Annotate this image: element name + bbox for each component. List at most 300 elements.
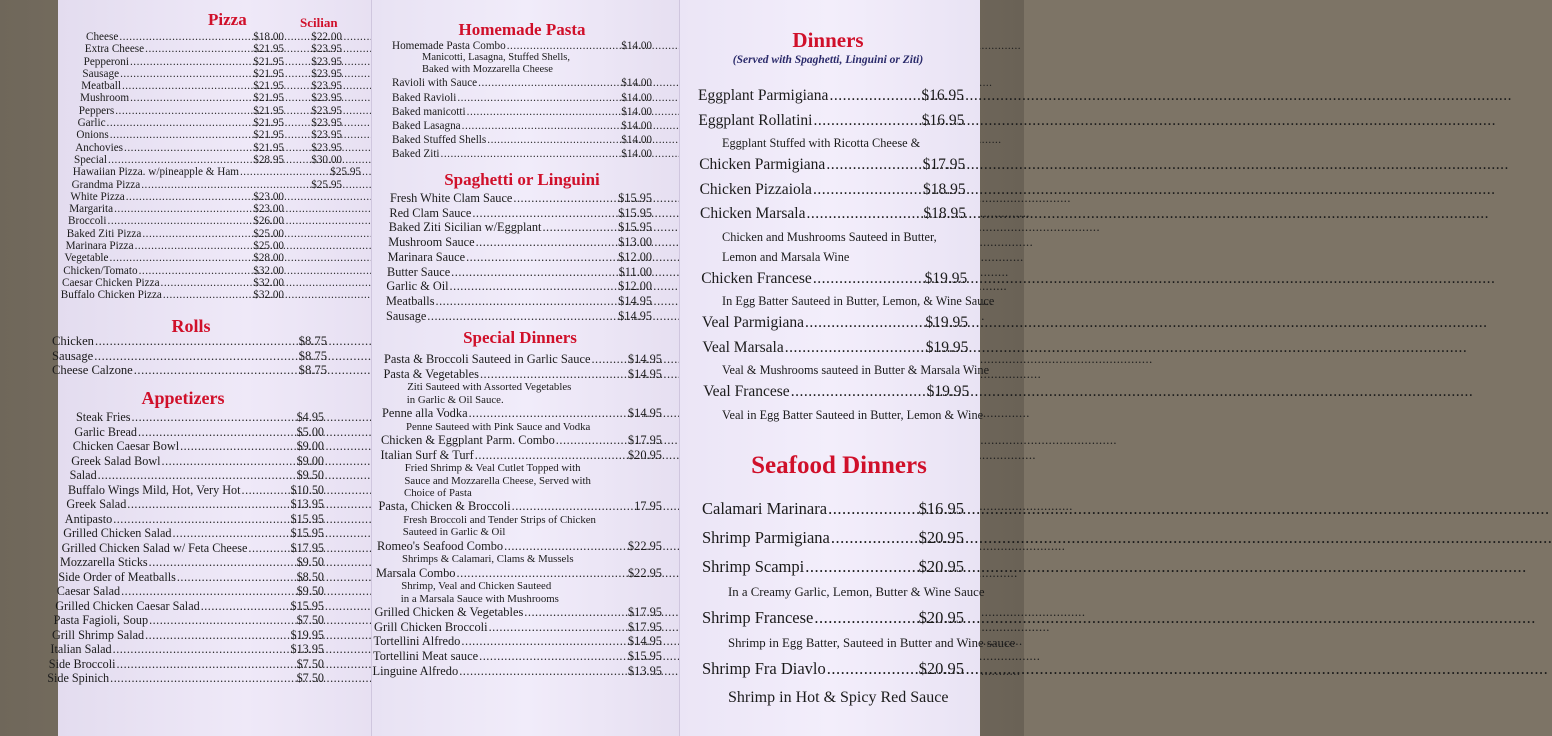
item-price: $21.95 (253, 55, 284, 68)
menu-item (386, 250, 652, 265)
item-price: $26.00 (253, 215, 284, 228)
item-price: $21.95 (253, 117, 284, 130)
item-price: $7.50 (296, 613, 324, 627)
menu-item (392, 40, 652, 52)
menu-item (372, 634, 662, 649)
item-name: Grill Shrimp Salad (52, 627, 145, 642)
special-dinners-list (372, 352, 662, 678)
menu-item (36, 512, 324, 527)
item-name: Marinara Pizza (65, 240, 134, 253)
item-price-sicilian: $25.95 (330, 166, 361, 179)
dot-leader (130, 92, 225, 104)
item-price: $15.95 (618, 220, 652, 235)
dot-leader (507, 40, 621, 52)
item-price-sicilian: $23.95 (311, 67, 342, 80)
item-name: Baked Ravioli (392, 91, 457, 104)
item-description: Lemon and Marsala Wine (722, 249, 850, 264)
item-name: Red Clam Sauce (389, 205, 472, 220)
menu-item (52, 334, 327, 349)
item-price: $11.00 (618, 264, 652, 279)
item-description: Eggplant Stuffed with Ricotta Cheese & (722, 136, 921, 150)
dot-leader (487, 133, 620, 147)
item-name: Steak Fries (76, 410, 131, 424)
item-price: $17.95 (627, 605, 662, 620)
menu-item (60, 289, 342, 301)
dot-leader (135, 240, 225, 252)
item-description: in a Marsala Sauce with Mushrooms (400, 592, 559, 605)
dot-leader (115, 105, 225, 117)
menu-item (392, 119, 652, 133)
item-price: $18.00 (253, 31, 284, 43)
item-price: $14.95 (627, 406, 662, 420)
item-price: $13.00 (618, 235, 652, 250)
pizza-heading: Pizza (208, 10, 247, 29)
dot-leader (121, 584, 295, 599)
item-name: Sausage (82, 67, 120, 80)
menu-item (60, 129, 342, 141)
item-price: $21.95 (253, 104, 284, 117)
menu-item (60, 203, 342, 215)
dot-leader (457, 566, 627, 581)
menu-item (60, 252, 342, 264)
item-price: $32.00 (253, 276, 284, 289)
item-name: Garlic Bread (74, 424, 137, 439)
menu-item (702, 494, 964, 523)
item-description: Shrimps & Calamari, Clams & Mussels (402, 553, 574, 566)
special-dinners-heading: Special Dinners (463, 328, 577, 347)
item-price: $17.95 (290, 540, 324, 555)
item-name: Pasta & Broccoli Sauteed in Garlic Sauce (384, 352, 591, 366)
item-description: Fried Shrimp & Veal Cutlet Topped with (404, 462, 581, 475)
menu-item (372, 433, 662, 448)
menu-item (36, 425, 324, 440)
item-name: Onions (76, 129, 109, 142)
item-price: $20.95 (918, 528, 964, 547)
rolls-list (52, 334, 327, 378)
dot-leader (475, 448, 627, 463)
item-description: Shrimp, Veal and Chicken Sauteed (401, 580, 552, 593)
menu-item (60, 142, 342, 154)
dot-leader (110, 671, 295, 686)
dot-leader (478, 76, 620, 90)
menu-item (698, 311, 968, 336)
menu-item (36, 613, 324, 628)
menu-item (702, 603, 964, 632)
item-name: Meatballs (386, 293, 435, 308)
dot-leader (828, 494, 918, 523)
item-name: Garlic & Oil (386, 279, 449, 294)
item-name: Italian Surf & Turf (380, 447, 474, 462)
menu-item (60, 68, 342, 80)
item-name: Chicken Parmigiana (699, 156, 826, 173)
menu-item (60, 228, 342, 240)
item-price-sicilian: $23.95 (311, 92, 342, 105)
dot-leader (126, 191, 225, 203)
dot-leader (113, 512, 289, 527)
item-name: Shrimp Scampi (702, 557, 805, 576)
item-name: Shrimp Fra Diavlo (702, 659, 826, 678)
item-name: Anchovies (75, 141, 124, 154)
item-name: Peppers (78, 104, 115, 117)
item-name: Chicken/Tomato (63, 264, 138, 277)
menu-item (36, 555, 324, 570)
item-name: Baked manicotti (392, 105, 466, 118)
item-price: $17.95 (627, 619, 662, 634)
item-description: Shrimp in Egg Batter, Sauteed in Butter and Wine sauce (728, 636, 1016, 650)
menu-item (698, 153, 965, 178)
item-name: Pasta Fagioli, Soup (53, 613, 149, 627)
dot-leader (110, 252, 226, 264)
item-price: $15.95 (627, 649, 662, 663)
menu-item (36, 410, 324, 425)
item-price: $28.95 (253, 153, 284, 166)
item-name: Garlic (77, 117, 106, 130)
item-name: Chicken Caesar Bowl (72, 439, 180, 453)
dot-leader (457, 91, 620, 105)
item-price: $16.95 (921, 87, 964, 104)
item-price: $7.50 (296, 656, 324, 671)
dot-leader (451, 265, 617, 280)
item-name: Italian Salad (50, 642, 112, 656)
dot-leader (163, 289, 225, 301)
dot-leader (149, 555, 296, 570)
seafood-dinners-heading: Seafood Dinners (751, 452, 927, 479)
dinners-heading: Dinners (792, 28, 864, 52)
menu-item (372, 664, 662, 679)
menu-item (372, 367, 662, 382)
menu-item (60, 179, 342, 191)
menu-item (698, 109, 964, 134)
menu-item (698, 84, 964, 109)
dot-leader (441, 147, 621, 161)
item-name: Buffalo Chicken Pizza (60, 289, 162, 302)
dot-leader (489, 620, 627, 635)
item-description: In a Creamy Garlic, Lemon, Butter & Wine Sauce (728, 585, 985, 599)
dot-leader (145, 628, 289, 643)
item-name: Hawaiian Pizza. w/pineapple & Ham (72, 166, 239, 179)
item-price: $21.95 (253, 92, 284, 105)
dot-leader (139, 265, 225, 277)
item-price: $20.95 (918, 557, 964, 576)
item-price: $8.75 (298, 348, 327, 363)
dot-leader (591, 352, 626, 367)
item-name: Baked Stuffed Shells (392, 134, 487, 147)
item-price: $9.50 (296, 584, 324, 598)
menu-item (60, 117, 342, 129)
item-name: Antipasto (64, 511, 113, 526)
menu-item (698, 267, 967, 292)
item-description: Fresh Broccoli and Tender Strips of Chicken (403, 514, 596, 526)
dot-leader (130, 56, 225, 68)
dot-leader (113, 642, 290, 657)
menu-item (60, 277, 342, 289)
item-price: $14.95 (627, 366, 662, 381)
item-price: $20.95 (918, 608, 964, 627)
item-name: Side Broccoli (48, 656, 116, 671)
item-price: $18.95 (923, 205, 966, 222)
menu-item (52, 349, 327, 364)
item-name: Chicken Pizzaiola (699, 180, 812, 198)
menu-item (702, 523, 964, 552)
dot-leader (466, 250, 617, 265)
menu-item (36, 570, 324, 585)
item-name: Grill Chicken Broccoli (374, 619, 488, 634)
menu-item (372, 499, 662, 514)
dot-leader (476, 235, 618, 250)
item-price: $25.00 (253, 227, 284, 240)
item-name: Baked Ziti Pizza (66, 227, 142, 240)
item-description: Choice of Pasta (404, 487, 472, 499)
item-price: $25.00 (253, 240, 284, 253)
item-name: Tortellini Meat sauce (373, 649, 479, 663)
dot-leader (459, 664, 627, 679)
menu-item (36, 483, 324, 498)
menu-item (372, 620, 662, 635)
menu-item (60, 166, 361, 179)
item-price: $16.95 (921, 111, 965, 129)
menu-item (60, 31, 342, 43)
menu-item (386, 220, 652, 235)
rolls-heading: Rolls (171, 316, 211, 336)
item-name: Veal Parmigiana (702, 314, 805, 331)
dot-leader (461, 634, 627, 649)
item-description: Baked with Mozzarella Cheese (422, 64, 553, 76)
item-description: Veal in Egg Batter Sauteed in Butter, Lemon & Wine (722, 407, 984, 422)
dot-leader (805, 552, 917, 581)
item-name: Grilled Chicken & Vegetables (374, 605, 524, 620)
item-price: $14.00 (621, 40, 652, 52)
item-price-sicilian: $23.95 (311, 80, 342, 93)
item-price: $12.00 (618, 279, 652, 294)
menu-item (36, 454, 324, 469)
item-name: Vegetable (64, 252, 109, 265)
item-price-sicilian: $23.95 (311, 104, 342, 117)
item-price: $9.50 (296, 555, 324, 569)
menu-item (392, 133, 652, 147)
dot-leader (480, 367, 627, 382)
menu-item (372, 605, 662, 620)
dot-leader (122, 80, 225, 92)
dot-leader (513, 191, 617, 206)
item-price: $8.50 (296, 569, 324, 584)
dot-leader (814, 603, 917, 632)
item-name: Pasta & Vegetables (383, 366, 479, 381)
item-price: $20.95 (627, 447, 662, 462)
dot-leader (469, 406, 627, 421)
item-name: Veal Marsala (702, 338, 784, 356)
item-price: $14.95 (627, 352, 662, 366)
item-name: Marinara Sauce (387, 249, 466, 264)
item-price: $15.95 (290, 526, 324, 540)
menu-item (392, 105, 652, 119)
item-price: $19.95 (925, 314, 968, 331)
dot-leader (107, 117, 225, 129)
item-price: $5.00 (296, 424, 324, 439)
appetizers-list (36, 410, 324, 686)
item-name: Shrimp Francese (702, 608, 814, 627)
menu-item (36, 628, 324, 643)
menu-item (60, 240, 342, 252)
item-name: Veal Francese (703, 383, 790, 400)
menu-item (36, 497, 324, 512)
sicilian-column-heading: Scilian (300, 15, 338, 30)
item-name: Romeo's Seafood Combo (377, 538, 504, 553)
item-name: Baked Lasagna (392, 119, 461, 132)
item-name: Grilled Chicken Salad (63, 526, 172, 540)
item-price: $14.95 (627, 634, 662, 649)
item-description: Sauteed in Garlic & Oil (402, 526, 506, 539)
item-price: $15.95 (290, 598, 324, 613)
item-price: $21.95 (253, 67, 284, 80)
menu-item (702, 654, 964, 683)
menu-item (386, 309, 652, 324)
item-price: $21.95 (253, 141, 284, 154)
menu-item (60, 154, 342, 166)
pizza-list (60, 31, 361, 302)
item-price-sicilian: $30.00 (311, 153, 342, 166)
item-price: $23.00 (253, 190, 284, 203)
dot-leader (806, 202, 922, 227)
item-price: $28.00 (253, 252, 284, 265)
item-name: Chicken Francese (701, 269, 812, 287)
item-description: Manicotti, Lasagna, Stuffed Shells, (422, 52, 570, 64)
item-description: Chicken and Mushrooms Sauteed in Butter, (722, 229, 937, 244)
item-name: Sausage (386, 308, 427, 323)
item-price: $4.95 (296, 410, 324, 424)
item-price: $18.95 (922, 180, 966, 198)
dot-leader (827, 654, 918, 683)
appetizers-heading: Appetizers (141, 388, 225, 408)
menu-item (36, 526, 324, 541)
menu-item (386, 206, 652, 221)
dot-leader (467, 105, 621, 119)
menu-item (372, 539, 662, 554)
item-name: Shrimp Parmigiana (702, 528, 830, 547)
dot-leader (108, 154, 225, 166)
menu-item (60, 92, 342, 104)
item-name: Greek Salad (66, 497, 127, 511)
dot-leader (173, 526, 290, 541)
dot-leader (142, 228, 225, 240)
item-name: Marsala Combo (376, 565, 456, 580)
menu-item (698, 380, 969, 405)
item-price-sicilian: $23.95 (311, 129, 342, 142)
item-price: $21.95 (253, 80, 284, 93)
item-price: $17.95 (922, 156, 966, 173)
dot-leader (512, 499, 633, 514)
item-name: Broccoli (68, 215, 107, 228)
item-name: Chicken (52, 334, 94, 348)
item-price: $14.00 (621, 105, 652, 118)
dot-leader (472, 206, 617, 221)
menu-item (60, 80, 342, 92)
menu-panel-right (680, 0, 1016, 736)
item-name: Butter Sauce (387, 264, 451, 279)
menu-item (392, 147, 652, 161)
item-price: $14.00 (621, 119, 652, 132)
item-name: Sausage (52, 348, 94, 363)
menu-item (386, 265, 652, 280)
item-name: Salad (69, 468, 97, 482)
dot-leader (791, 380, 926, 405)
menu-item (372, 406, 662, 421)
item-price: $8.75 (298, 334, 327, 348)
dot-leader (127, 497, 289, 512)
dot-leader (177, 570, 296, 585)
item-price: $14.00 (621, 134, 652, 147)
menu-item (36, 584, 324, 599)
item-price-sicilian: $23.95 (311, 117, 342, 130)
dot-leader (829, 84, 920, 109)
dot-leader (138, 425, 296, 440)
item-description: Ziti Sauteed with Assorted Vegetables (407, 381, 572, 394)
dinners-subtitle: (Served with Spaghetti, Linguini or Ziti) (732, 54, 924, 66)
menu-panel-left (47, 0, 372, 736)
menu-item (702, 552, 964, 581)
dot-leader (161, 277, 225, 289)
item-price: $32.00 (253, 289, 284, 302)
item-name: Fresh White Clam Sauce (390, 191, 513, 205)
item-price: $14.95 (618, 293, 652, 308)
menu-item (60, 215, 342, 227)
menu-item (60, 191, 342, 203)
item-name: Eggplant Parmigiana (698, 87, 829, 104)
item-description: in Garlic & Oil Sauce. (406, 393, 504, 406)
item-name: Extra Cheese (84, 43, 145, 56)
dot-leader (805, 311, 924, 336)
spaghetti-heading: Spaghetti or Linguini (444, 170, 600, 189)
dot-leader (162, 454, 296, 469)
menu-item (36, 671, 324, 686)
item-name: Caesar Salad (56, 584, 121, 598)
item-name: Mushroom Sauce (388, 235, 475, 250)
item-price: $19.95 (924, 269, 968, 287)
item-name: Grandma Pizza (71, 178, 141, 191)
dot-leader (248, 541, 289, 556)
item-name: Tortellini Alfredo (373, 634, 461, 649)
item-price: $20.95 (918, 659, 964, 678)
dot-leader (242, 483, 290, 498)
item-price: $10.50 (290, 482, 324, 497)
dot-leader (145, 43, 225, 55)
dot-leader (134, 363, 298, 378)
item-name: White Pizza (70, 190, 125, 203)
menu-item (60, 105, 342, 117)
spaghetti-list (386, 191, 652, 323)
dot-leader (462, 119, 621, 133)
item-price: $9.00 (296, 453, 324, 468)
item-price: $15.95 (290, 511, 324, 526)
item-price: $14.95 (618, 308, 652, 323)
menu-item (36, 439, 324, 454)
item-name: Mushroom (80, 92, 130, 105)
item-name: Baked Ziti (392, 148, 440, 161)
item-price: $14.00 (621, 148, 652, 161)
seafood-dinners-list (702, 494, 1016, 713)
item-name: Grilled Chicken Salad w/ Feta Cheese (61, 540, 248, 555)
item-name: Special (74, 153, 107, 166)
dot-leader (504, 539, 627, 554)
item-name: Mozzarella Sticks (60, 555, 148, 569)
menu-item (372, 566, 662, 581)
dot-leader (427, 309, 617, 324)
menu-item (372, 352, 662, 367)
dot-leader (180, 439, 296, 454)
item-name: Chicken Marsala (700, 205, 806, 222)
dot-leader (813, 109, 920, 134)
item-price: $19.95 (290, 627, 324, 642)
item-price: $9.00 (296, 439, 324, 453)
